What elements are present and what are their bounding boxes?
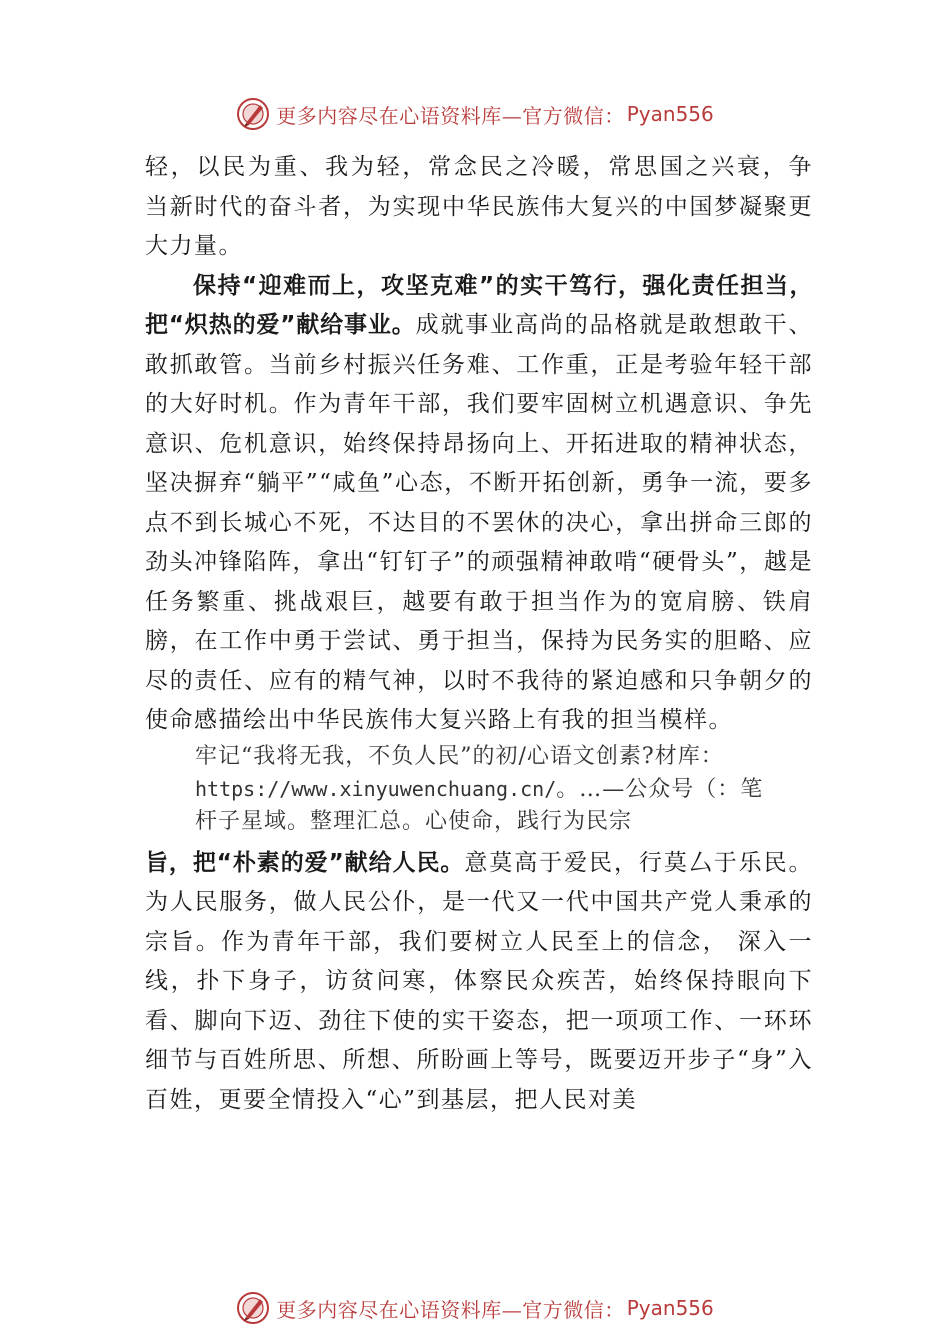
paragraph-3-text: 意莫高于爱民，行莫厶于乐民。为人民服务，做人民公仆，是一代又一代中国共产党人秉承的宗旨。作为青年干部，我们要树立人民至上的信念， 深入一线，扑下身子，访贫问寒，体察民众疾苦，始终保持眼向下看、脚向下迈、劲往下使的实干姿态，把一项项工作、一环环细节与百姓所思、所想、所盼画上等号，既要迈开步子“身”入百姓，更要全情投入“心”到基层，把人民对美 [145,849,814,1113]
document-body [145,148,813,1120]
notice-url-link[interactable]: https://www.xinyuwenchuang.cn/ [195,776,557,801]
watermark-notice [145,741,813,838]
footer-wechat-id: Pyan556 [626,1296,714,1320]
footer-banner [0,1288,950,1328]
header-wechat-id: Pyan556 [626,102,714,126]
notice-line-1: 牢记“我将无我，不负人民”的初/心语文创素?材库： [195,743,724,769]
paragraph-1: 轻，以民为重、我为轻，常念民之冷暖，常思国之兴衰，争 当新时代的奋斗者，为实现中华民族伟大复兴的中国梦凝聚更大力量。 [145,154,813,259]
header-slogan: 更多内容尽在心语资料库—官方微信： [276,103,625,128]
paragraph-3-heading: 旨，把“朴素的爱”献给人民。 [145,849,465,876]
pen-logo-icon [236,1291,270,1325]
pen-logo-icon [236,97,270,131]
paragraph-2-text: 成就事业高尚的品格就是敢想敢干、敢抓敢管。当前乡村振兴任务难、工作重，正是考验年轻干部的大好时机。作为青年干部，我们要牢固树立机遇意识、争先意识、危机意识，始终保持昂扬向上、开拓进取的精神状态，坚决摒弃“躺平”“咸鱼”心态，不断开拓创新，勇争一流，要多点不到长城心不死，不达目的不罢休的决心，拿出拼命三郎的劲头冲锋陷阵，拿出“钉钉子”的顽强精神敢啃“硬骨头”，越是任务繁重、挑战艰巨，越要有敢于担当作为的宽肩膀、铁肩膀，在工作中勇于尝试、勇于担当，保持为民务实的胆略、应尽的责任、应有的精气神，以时不我待的紧迫感和只争朝夕的使命感描绘出中华民族伟大复兴路上有我的担当模样。 [145,312,814,733]
notice-line-3: 杆子星域。整理汇总。心使命，践行为民宗 [195,808,633,834]
paragraph-2 [145,267,813,741]
paragraph-3 [145,844,813,1121]
notice-line-2 [195,773,813,806]
footer-slogan: 更多内容尽在心语资料库—官方微信： [276,1297,625,1322]
notice-line-2-text: 。…—公众号（：笔 [556,776,764,802]
header-banner [0,94,950,134]
paragraph-2-heading: 保持“迎难而上，攻坚克难”的实干笃行，强化责任担当，把“炽热的爱”献给事业。 [145,272,813,338]
